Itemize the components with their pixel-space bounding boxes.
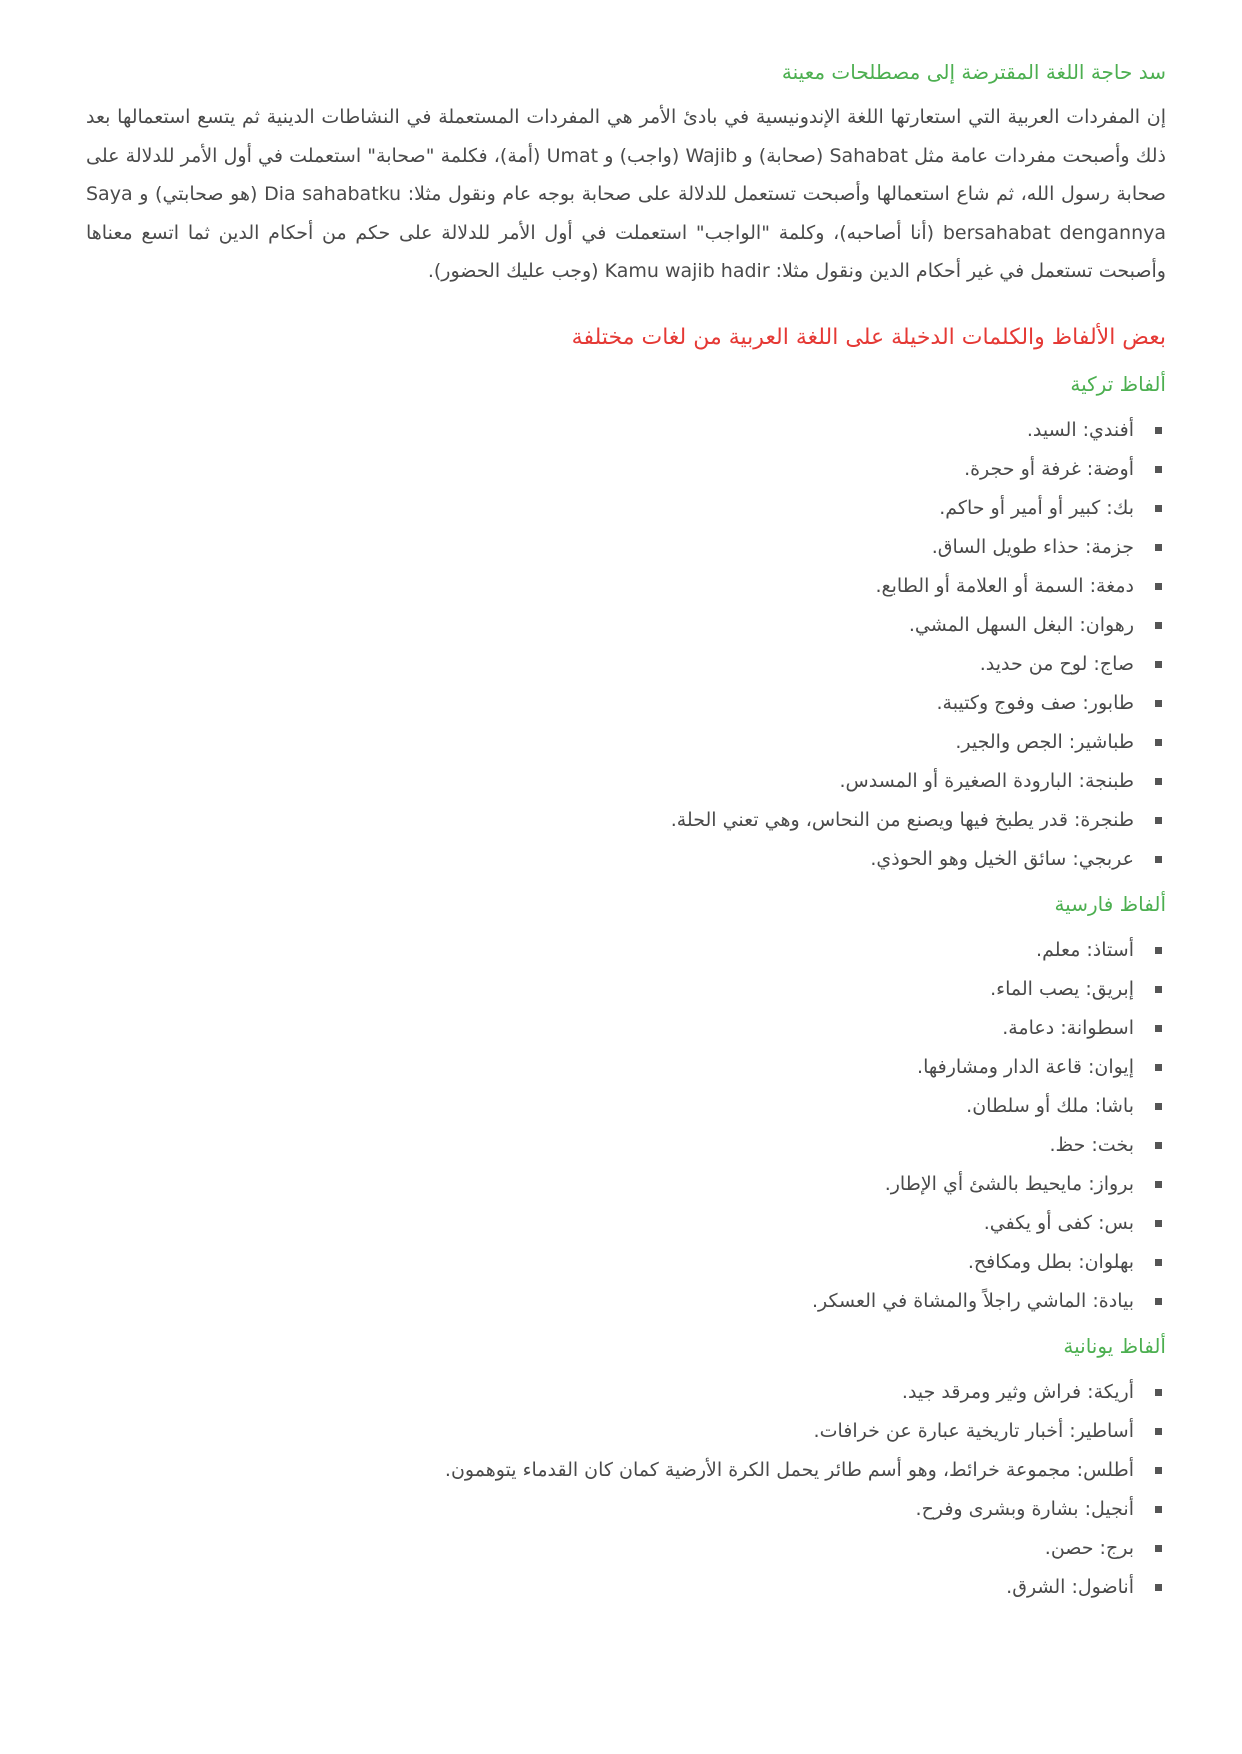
list-item	[86, 1204, 1134, 1243]
list-item-text: بس: كفى أو يكفي.	[983, 1211, 1134, 1234]
list-item	[86, 1243, 1134, 1282]
list-item	[86, 645, 1134, 684]
list-item	[86, 411, 1134, 450]
square-bullet-icon	[1155, 947, 1162, 954]
list-item-text: بخت: حظ.	[1049, 1133, 1134, 1156]
list-item	[86, 1048, 1134, 1087]
square-bullet-icon	[1155, 1220, 1162, 1227]
list-item	[86, 1529, 1134, 1568]
list-item	[86, 723, 1134, 762]
square-bullet-icon	[1155, 583, 1162, 590]
list-item	[86, 1165, 1134, 1204]
square-bullet-icon	[1155, 856, 1162, 863]
list-item	[86, 1451, 1134, 1490]
list-item-text: باشا: ملك أو سلطان.	[966, 1094, 1134, 1117]
list-item-text: برج: حصن.	[1044, 1536, 1134, 1559]
square-bullet-icon	[1155, 466, 1162, 473]
square-bullet-icon	[1155, 1064, 1162, 1071]
list-item	[86, 1009, 1134, 1048]
section-heading: بعض الألفاظ والكلمات الدخيلة على اللغة العربية من لغات مختلفة	[571, 324, 1166, 350]
list-item-text: طنجرة: قدر يطبخ فيها ويصنع من النحاس، وهي تعني الحلة.	[670, 808, 1134, 831]
list-item-text: برواز: مايحيط بالشئ أي الإطار.	[884, 1172, 1134, 1195]
square-bullet-icon	[1155, 739, 1162, 746]
list-item-text: أساطير: أخبار تاريخية عبارة عن خرافات.	[813, 1419, 1134, 1442]
list-item	[86, 450, 1134, 489]
square-bullet-icon	[1155, 700, 1162, 707]
persian-list	[86, 931, 1166, 1321]
list-item-text: صاج: لوح من حديد.	[979, 652, 1134, 675]
square-bullet-icon	[1155, 1467, 1162, 1474]
square-bullet-icon	[1155, 778, 1162, 785]
square-bullet-icon	[1155, 1181, 1162, 1188]
list-item-text: جزمة: حذاء طويل الساق.	[931, 535, 1134, 558]
list-item	[86, 489, 1134, 528]
square-bullet-icon	[1155, 427, 1162, 434]
square-bullet-icon	[1155, 1259, 1162, 1266]
list-item	[86, 931, 1134, 970]
list-item	[86, 684, 1134, 723]
square-bullet-icon	[1155, 1389, 1162, 1396]
square-bullet-icon	[1155, 622, 1162, 629]
list-item	[86, 1568, 1134, 1607]
list-item-text: اسطوانة: دعامة.	[1002, 1016, 1134, 1039]
list-item-text: أفندي: السيد.	[1026, 418, 1134, 441]
square-bullet-icon	[1155, 1298, 1162, 1305]
square-bullet-icon	[1155, 1545, 1162, 1552]
list-item	[86, 1126, 1134, 1165]
list-item-text: إبريق: يصب الماء.	[990, 977, 1134, 1000]
square-bullet-icon	[1155, 1506, 1162, 1513]
list-item	[86, 762, 1134, 801]
list-item-text: بهلوان: بطل ومكافح.	[967, 1250, 1134, 1273]
list-item	[86, 528, 1134, 567]
list-item-text: أناضول: الشرق.	[1006, 1575, 1134, 1598]
square-bullet-icon	[1155, 817, 1162, 824]
square-bullet-icon	[1155, 544, 1162, 551]
list-item-text: رهوان: البغل السهل المشي.	[908, 613, 1134, 636]
list-item-text: طابور: صف وفوج وكتيبة.	[936, 691, 1134, 714]
square-bullet-icon	[1155, 661, 1162, 668]
square-bullet-icon	[1155, 1584, 1162, 1591]
list-item	[86, 1490, 1134, 1529]
list-item	[86, 1412, 1134, 1451]
list-item-text: طبنجة: البارودة الصغيرة أو المسدس.	[839, 769, 1134, 792]
list-item-text: أستاذ: معلم.	[1036, 938, 1134, 961]
list-item-text: أطلس: مجموعة خرائط، وهو أسم طائر يحمل الكرة الأرضية كمان كان القدماء يتوهمون.	[444, 1458, 1134, 1481]
list-item-text: عربجي: سائق الخيل وهو الحوذي.	[870, 847, 1134, 870]
list-item-text: أريكة: فراش وثير ومرقد جيد.	[901, 1380, 1134, 1403]
document-page	[86, 52, 1166, 1613]
list-item-text: بك: كبير أو أمير أو حاكم.	[939, 496, 1134, 519]
list-item	[86, 801, 1134, 840]
square-bullet-icon	[1155, 1025, 1162, 1032]
greek-list	[86, 1373, 1166, 1607]
list-item-text: أوضة: غرفة أو حجرة.	[964, 457, 1134, 480]
persian-heading: ألفاظ فارسية	[1054, 891, 1166, 916]
list-item	[86, 1373, 1134, 1412]
list-item-text: أنجيل: بشارة وبشرى وفرح.	[915, 1497, 1134, 1520]
square-bullet-icon	[1155, 1428, 1162, 1435]
list-item	[86, 606, 1134, 645]
list-item	[86, 1282, 1134, 1321]
square-bullet-icon	[1155, 505, 1162, 512]
square-bullet-icon	[1155, 986, 1162, 993]
square-bullet-icon	[1155, 1142, 1162, 1149]
intro-heading: سد حاجة اللغة المقترضة إلى مصطلحات معينة	[781, 60, 1166, 84]
list-item-text: بيادة: الماشي راجلاً والمشاة في العسكر.	[812, 1289, 1134, 1312]
list-item	[86, 567, 1134, 606]
turkish-list	[86, 411, 1166, 879]
list-item	[86, 1087, 1134, 1126]
list-item	[86, 970, 1134, 1009]
list-item	[86, 840, 1134, 879]
list-item-text: إيوان: قاعة الدار ومشارفها.	[917, 1055, 1134, 1078]
square-bullet-icon	[1155, 1103, 1162, 1110]
greek-heading: ألفاظ يونانية	[1063, 1333, 1166, 1358]
turkish-heading: ألفاظ تركية	[1070, 371, 1166, 396]
list-item-text: طباشير: الجص والجير.	[955, 730, 1134, 753]
list-item-text: دمغة: السمة أو العلامة أو الطابع.	[875, 574, 1134, 597]
intro-paragraph: إن المفردات العربية التي استعارتها اللغة الإندونيسية في بادئ الأمر هي المفردات المستعملة في النشاطات الدينية ثم يتسع استعمالها بعد ذلك وأصبحت مفردات عامة مثل Sahabat (صحابة) و Wajib (واجب) و Umat (أمة)، فكلمة "صحابة" استعملت في أول الأمر للدلالة على صحابة رسول الله، ثم شاع استعمالها وأصبحت تستعمل للدلالة على صحابة بوجه عام ونقول مثلا: Dia sahabatku (هو صحابتي) و Saya bersahabat dengannya (أنا أصاحبه)، وكلمة "الواجب" استعملت في أول الأمر للدلالة على حكم من أحكام الدين ثما اتسع معناها وأصبحت تستعمل في غير أحكام الدين ونقول مثلا: Kamu wajib hadir (وجب عليك الحضور).	[86, 106, 1167, 282]
